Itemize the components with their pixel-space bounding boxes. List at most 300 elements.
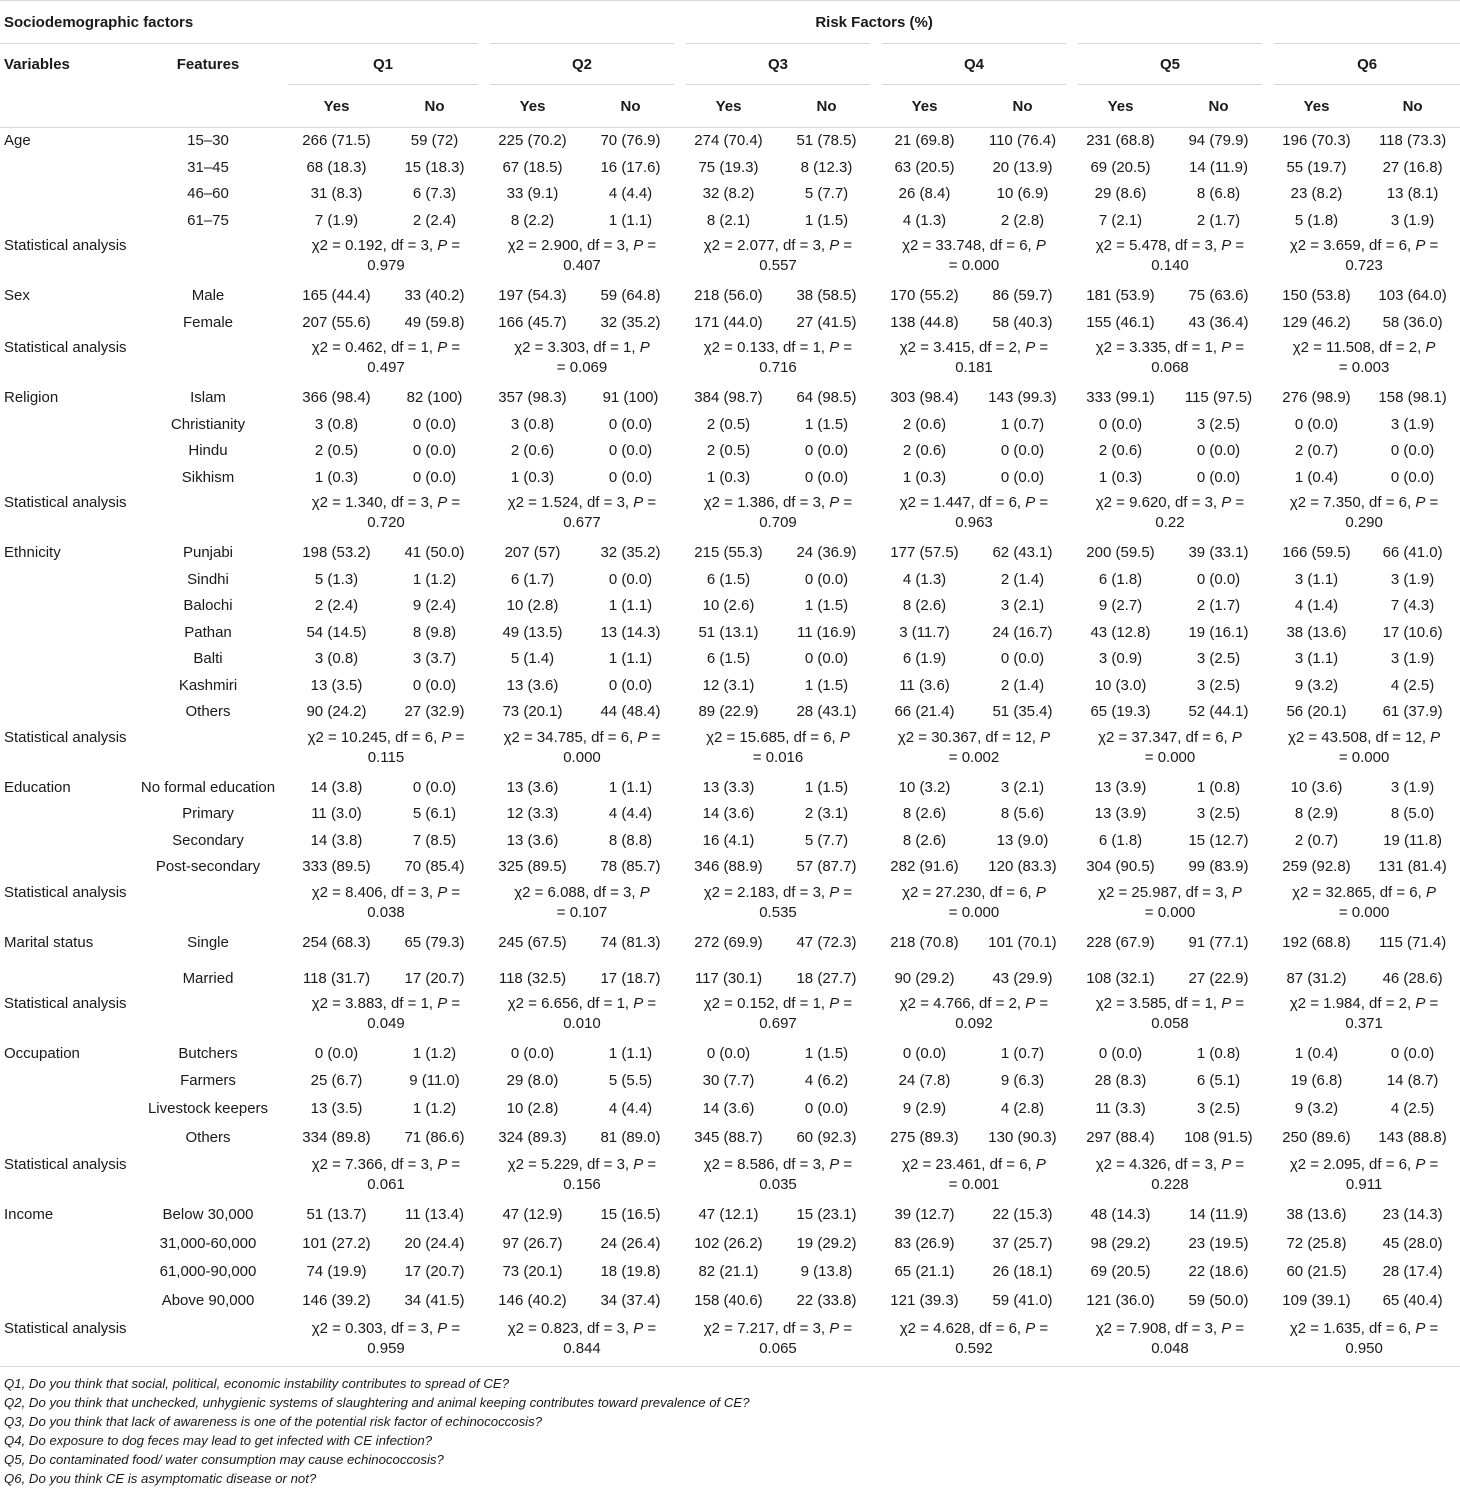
value-cell: 29 (8.0) (506, 1071, 559, 1089)
header-yes-q4: Yes (876, 85, 973, 128)
value-cell: 0 (0.0) (1390, 468, 1435, 486)
value-cell: 282 (91.6) (890, 858, 959, 875)
table-row (0, 181, 1460, 208)
table-row (0, 775, 1460, 802)
value-cell: 27 (32.9) (404, 703, 465, 720)
value-cell: 70 (85.4) (404, 858, 465, 875)
value-cell: 254 (68.3) (302, 933, 371, 951)
variable-cell (0, 465, 128, 492)
statistic-line-1: χ2 = 10.245, df = 6, P = (307, 728, 465, 746)
value-cell: 0 (0.0) (804, 442, 849, 459)
value-cell: 59 (72) (410, 132, 459, 149)
value-cell: 1 (1.2) (412, 1100, 457, 1118)
value-cell: 297 (88.4) (1086, 1128, 1155, 1146)
value-cell: 16 (17.6) (600, 158, 661, 176)
feature-cell: Secondary (172, 831, 244, 849)
value-cell: 59 (64.8) (600, 287, 661, 304)
header-sociodemographic-factors: Sociodemographic factors (0, 1, 288, 44)
value-cell: 1 (1.1) (608, 211, 653, 229)
value-cell: 17 (18.7) (600, 969, 661, 987)
value-cell: 3 (2.5) (1196, 415, 1241, 433)
value-cell: 18 (27.7) (796, 969, 857, 987)
header-question-6: Q6 (1268, 44, 1460, 85)
value-cell: 58 (36.0) (1382, 313, 1443, 331)
value-cell: 155 (46.1) (1086, 313, 1155, 331)
variable-cell (0, 801, 128, 828)
value-cell: 346 (88.9) (694, 858, 763, 875)
value-cell: 0 (0.0) (804, 468, 849, 486)
statistic-line-2: = 0.001 (948, 1176, 1000, 1194)
value-cell: 7 (2.1) (1098, 211, 1143, 229)
variable-cell (0, 155, 128, 182)
value-cell: 65 (79.3) (404, 933, 465, 951)
value-cell: 0 (0.0) (1098, 415, 1143, 433)
statistic-line-2: 0.844 (563, 1339, 601, 1357)
variable-cell: Ethnicity (4, 544, 61, 561)
statistic-line-2: = 0.000 (1144, 748, 1196, 766)
value-cell: 22 (18.6) (1188, 1263, 1249, 1281)
statistic-line-1: χ2 = 1.447, df = 6, P = (899, 494, 1049, 511)
statistic-cell (1072, 1317, 1268, 1367)
value-cell: 196 (70.3) (1282, 132, 1351, 149)
table-row (0, 801, 1460, 828)
value-cell: 3 (1.9) (1390, 778, 1435, 796)
statistic-cell (876, 726, 1072, 775)
statistic-cell (1072, 881, 1268, 930)
value-cell: 65 (40.4) (1382, 1292, 1443, 1310)
value-cell: 27 (41.5) (796, 313, 857, 331)
value-cell: 34 (37.4) (600, 1292, 661, 1310)
value-cell: 1 (0.4) (1294, 468, 1339, 486)
value-cell: 20 (24.4) (404, 1234, 465, 1252)
value-cell: 4 (2.5) (1390, 676, 1435, 694)
value-cell: 130 (90.3) (988, 1128, 1057, 1146)
value-cell: 24 (36.9) (796, 544, 857, 561)
statistical-analysis-label: Statistical analysis (4, 237, 127, 254)
footnote: Q3, Do you think that lack of awareness is one of the potential risk factor of echinococcosis? (4, 1413, 543, 1429)
value-cell: 12 (3.1) (702, 676, 755, 694)
value-cell: 4 (1.4) (1294, 597, 1339, 614)
statistic-cell (876, 336, 1072, 385)
feature-cell: Balti (193, 650, 223, 667)
value-cell: 0 (0.0) (1098, 1045, 1143, 1062)
value-cell: 158 (98.1) (1378, 389, 1447, 406)
value-cell: 14 (11.9) (1189, 1206, 1248, 1224)
value-cell: 200 (59.5) (1086, 544, 1155, 561)
value-cell: 4 (1.3) (902, 211, 947, 229)
table-row (0, 966, 1460, 993)
statistic-line-2: = 0.069 (556, 359, 608, 376)
value-cell: 59 (41.0) (992, 1292, 1053, 1310)
value-cell: 1 (0.3) (1098, 468, 1143, 486)
value-cell: 14 (11.9) (1189, 158, 1248, 176)
value-cell: 75 (19.3) (698, 158, 759, 176)
statistic-line-1: χ2 = 3.335, df = 1, P = (1095, 339, 1245, 356)
value-cell: 3 (2.5) (1196, 1100, 1241, 1118)
value-cell: 4 (2.8) (1000, 1100, 1045, 1118)
statistic-line-1: χ2 = 34.785, df = 6, P = (503, 728, 661, 746)
value-cell: 68 (18.3) (306, 158, 367, 176)
statistic-cell (1268, 992, 1460, 1041)
feature-cell: Primary (182, 805, 234, 822)
statistic-line-2: 0.010 (563, 1015, 601, 1032)
value-cell: 11 (3.3) (1095, 1100, 1146, 1118)
feature-cell: 61,000-90,000 (159, 1263, 257, 1281)
value-cell: 1 (0.7) (1000, 415, 1045, 433)
value-cell: 34 (41.5) (404, 1292, 465, 1310)
value-cell: 8 (6.8) (1196, 185, 1241, 202)
value-cell: 26 (18.1) (992, 1263, 1053, 1281)
statistic-cell (288, 992, 484, 1041)
statistic-line-2: 0.677 (563, 514, 601, 531)
value-cell: 5 (7.7) (804, 831, 849, 849)
value-cell: 47 (12.1) (698, 1206, 759, 1224)
statistic-line-2: 0.407 (563, 257, 601, 274)
value-cell: 1 (1.1) (608, 1045, 653, 1062)
value-cell: 2 (0.6) (902, 415, 947, 433)
value-cell: 2 (0.5) (706, 442, 751, 459)
feature-cell: Punjabi (182, 544, 234, 561)
statistic-line-1: χ2 = 1.984, df = 2, P = (1289, 995, 1439, 1012)
value-cell: 207 (57) (504, 544, 561, 561)
statistic-cell (484, 234, 680, 283)
value-cell: 146 (40.2) (498, 1292, 567, 1310)
value-cell: 13 (14.3) (600, 623, 661, 641)
value-cell: 333 (99.1) (1086, 389, 1155, 406)
value-cell: 83 (26.9) (894, 1234, 955, 1252)
feature-cell: 61–75 (187, 211, 229, 229)
header-question-5: Q5 (1072, 44, 1268, 85)
value-cell: 67 (18.5) (502, 158, 563, 176)
statistic-line-2: = 0.000 (1338, 748, 1390, 766)
value-cell: 0 (0.0) (1000, 650, 1045, 667)
value-cell: 24 (16.7) (992, 623, 1053, 641)
statistic-line-1: χ2 = 30.367, df = 12, P (897, 728, 1051, 746)
statistical-analysis-row (0, 726, 1460, 775)
statistic-line-1: χ2 = 5.478, df = 3, P = (1095, 237, 1245, 254)
value-cell: 118 (32.5) (498, 969, 567, 987)
variable-cell: Occupation (4, 1045, 80, 1062)
statistic-cell (288, 881, 484, 930)
value-cell: 108 (91.5) (1184, 1128, 1253, 1146)
variable-cell (0, 1096, 128, 1125)
value-cell: 2 (0.7) (1294, 442, 1339, 459)
value-cell: 90 (29.2) (894, 969, 955, 987)
feature-cell: Single (187, 933, 229, 951)
value-cell: 13 (3.6) (506, 831, 559, 849)
footnote: Q4, Do exposure to dog feces may lead to get infected with CE infection? (4, 1432, 433, 1448)
variable-cell: Income (4, 1206, 54, 1224)
value-cell: 15 (12.7) (1188, 831, 1249, 849)
value-cell: 43 (29.9) (992, 969, 1053, 987)
value-cell: 0 (0.0) (608, 415, 653, 433)
value-cell: 15 (18.3) (404, 158, 465, 176)
value-cell: 43 (36.4) (1188, 313, 1249, 331)
statistic-line-1: χ2 = 43.508, df = 12, P (1288, 728, 1441, 746)
value-cell: 90 (24.2) (306, 703, 367, 720)
table-row (0, 699, 1460, 726)
statistic-line-2: 0.115 (367, 748, 405, 766)
value-cell: 9 (3.2) (1294, 676, 1339, 694)
value-cell: 18 (19.8) (600, 1263, 661, 1281)
value-cell: 29 (8.6) (1094, 185, 1147, 202)
statistic-cell (1072, 491, 1268, 540)
table-row (0, 1041, 1460, 1068)
statistic-line-2: 0.048 (1151, 1339, 1189, 1357)
statistic-cell (1072, 234, 1268, 283)
value-cell: 14 (8.7) (1386, 1071, 1439, 1089)
variable-cell (0, 438, 128, 465)
feature-cell: Others (185, 703, 231, 720)
value-cell: 0 (0.0) (412, 442, 457, 459)
table-row (0, 567, 1460, 594)
value-cell: 16 (4.1) (702, 831, 755, 849)
value-cell: 9 (11.0) (409, 1071, 460, 1089)
statistic-line-1: χ2 = 2.183, df = 3, P = (703, 883, 853, 901)
value-cell: 17 (20.7) (404, 1263, 465, 1281)
value-cell: 56 (20.1) (1286, 703, 1347, 720)
table-row (0, 1202, 1460, 1231)
variable-cell: Religion (4, 389, 59, 406)
statistic-cell (484, 1317, 680, 1367)
value-cell: 10 (3.0) (1094, 676, 1147, 694)
statistic-line-2: 0.000 (563, 748, 601, 766)
statistic-cell (484, 1153, 680, 1202)
feature-cell: Farmers (180, 1071, 236, 1089)
variable-cell (0, 1259, 128, 1288)
value-cell: 63 (20.5) (894, 158, 955, 176)
value-cell: 30 (7.7) (702, 1071, 755, 1089)
feature-cell: Livestock keepers (147, 1100, 269, 1118)
value-cell: 44 (48.4) (600, 703, 661, 720)
feature-cell: Sindhi (187, 570, 229, 588)
statistic-line-2: = 0.003 (1338, 359, 1390, 376)
statistic-line-1: χ2 = 15.685, df = 6, P (706, 728, 850, 746)
value-cell: 3 (1.9) (1390, 650, 1435, 667)
value-cell: 5 (6.1) (412, 805, 457, 822)
value-cell: 1 (0.3) (902, 468, 947, 486)
value-cell: 158 (40.6) (694, 1292, 763, 1310)
value-cell: 9 (13.8) (800, 1263, 853, 1281)
statistical-analysis-row (0, 336, 1460, 385)
value-cell: 33 (40.2) (404, 287, 465, 304)
value-cell: 9 (3.2) (1294, 1100, 1339, 1118)
value-cell: 8 (2.1) (706, 211, 751, 229)
value-cell: 3 (0.8) (510, 415, 555, 433)
value-cell: 334 (89.8) (302, 1128, 371, 1146)
value-cell: 27 (22.9) (1188, 969, 1249, 987)
value-cell: 11 (3.0) (311, 805, 362, 822)
statistic-line-2: 0.290 (1345, 514, 1383, 531)
statistic-cell (680, 1317, 876, 1367)
value-cell: 2 (1.4) (1000, 570, 1045, 588)
statistic-line-2: 0.709 (759, 514, 797, 531)
statistic-cell (876, 992, 1072, 1041)
value-cell: 62 (43.1) (992, 544, 1053, 561)
value-cell: 71 (86.6) (404, 1128, 465, 1146)
value-cell: 0 (0.0) (412, 415, 457, 433)
value-cell: 1 (1.2) (412, 1045, 457, 1062)
statistic-line-1: χ2 = 7.217, df = 3, P = (703, 1319, 853, 1337)
value-cell: 13 (3.5) (310, 676, 363, 694)
statistic-line-2: 0.720 (367, 514, 405, 531)
value-cell: 69 (20.5) (1090, 158, 1151, 176)
statistic-line-2: 0.371 (1345, 1015, 1383, 1032)
feature-cell: Below 30,000 (162, 1206, 254, 1224)
value-cell: 13 (8.1) (1386, 185, 1439, 202)
value-cell: 58 (40.3) (992, 313, 1053, 331)
header-question-1: Q1 (288, 44, 484, 85)
value-cell: 5 (5.5) (608, 1071, 653, 1089)
value-cell: 51 (78.5) (796, 132, 857, 149)
value-cell: 143 (88.8) (1378, 1128, 1447, 1146)
value-cell: 2 (0.5) (706, 415, 751, 433)
value-cell: 3 (2.1) (1000, 597, 1045, 614)
value-cell: 266 (71.5) (302, 132, 371, 149)
value-cell: 14 (3.6) (702, 805, 755, 822)
value-cell: 66 (21.4) (894, 703, 955, 720)
value-cell: 276 (98.9) (1282, 389, 1351, 406)
value-cell: 8 (2.6) (902, 805, 947, 822)
table-row (0, 1096, 1460, 1125)
value-cell: 225 (70.2) (498, 132, 567, 149)
statistic-cell (1268, 1153, 1460, 1202)
table-row (0, 155, 1460, 182)
header-yes-q1: Yes (288, 85, 385, 128)
statistic-line-1: χ2 = 0.133, df = 1, P = (703, 339, 853, 356)
value-cell: 6 (5.1) (1196, 1071, 1241, 1089)
statistical-analysis-label: Statistical analysis (0, 1317, 288, 1367)
statistic-cell (680, 336, 876, 385)
value-cell: 39 (33.1) (1188, 544, 1249, 561)
value-cell: 65 (21.1) (894, 1263, 955, 1281)
header-yes-q2: Yes (484, 85, 581, 128)
value-cell: 0 (0.0) (1000, 468, 1045, 486)
value-cell: 0 (0.0) (804, 570, 849, 588)
value-cell: 31 (8.3) (310, 185, 363, 202)
value-cell: 19 (6.8) (1290, 1071, 1343, 1089)
value-cell: 75 (63.6) (1188, 287, 1249, 304)
value-cell: 38 (13.6) (1286, 623, 1347, 641)
header-no-q1: No (385, 85, 484, 128)
value-cell: 73 (20.1) (502, 703, 563, 720)
value-cell: 1 (0.8) (1196, 1045, 1241, 1062)
statistical-analysis-row (0, 491, 1460, 540)
value-cell: 14 (3.8) (310, 831, 363, 849)
value-cell: 143 (99.3) (988, 389, 1057, 406)
feature-cell: Sikhism (181, 468, 235, 486)
header-yes-q3: Yes (680, 85, 777, 128)
footnote: Q2, Do you think that unchecked, unhygienic systems of slaughtering and animal keeping contributes toward prevalence of CE? (4, 1394, 750, 1410)
value-cell: 61 (37.9) (1382, 703, 1443, 720)
value-cell: 4 (4.4) (608, 1100, 653, 1118)
statistical-analysis-label: Statistical analysis (4, 494, 127, 511)
statistic-cell (1072, 992, 1268, 1041)
value-cell: 86 (59.7) (992, 287, 1053, 304)
statistical-analysis-label: Statistical analysis (4, 995, 127, 1012)
value-cell: 171 (44.0) (694, 313, 763, 331)
value-cell: 9 (6.3) (1000, 1071, 1045, 1089)
statistic-cell (1268, 491, 1460, 540)
statistic-line-1: χ2 = 11.508, df = 2, P (1292, 339, 1436, 356)
value-cell: 19 (29.2) (796, 1234, 857, 1252)
feature-cell: Male (191, 287, 225, 304)
statistic-line-2: 0.592 (955, 1339, 993, 1357)
feature-cell: 31,000-60,000 (159, 1234, 257, 1252)
table-row (0, 1231, 1460, 1260)
value-cell: 82 (21.1) (698, 1263, 759, 1281)
value-cell: 0 (0.0) (608, 442, 653, 459)
value-cell: 6 (1.9) (902, 650, 947, 667)
value-cell: 0 (0.0) (314, 1045, 359, 1062)
value-cell: 0 (0.0) (412, 468, 457, 486)
value-cell: 13 (3.9) (1094, 805, 1147, 822)
statistic-line-2: 0.497 (367, 359, 405, 376)
statistic-line-2: 0.979 (367, 257, 405, 274)
variable-cell (0, 699, 128, 726)
value-cell: 215 (55.3) (694, 544, 763, 561)
value-cell: 89 (22.9) (698, 703, 759, 720)
value-cell: 13 (3.3) (702, 778, 755, 796)
value-cell: 6 (1.8) (1098, 831, 1143, 849)
statistic-line-1: χ2 = 27.230, df = 6, P (902, 883, 1046, 901)
value-cell: 0 (0.0) (1000, 442, 1045, 459)
statistic-line-2: 0.061 (367, 1176, 405, 1194)
statistic-cell (1268, 1317, 1460, 1367)
value-cell: 131 (81.4) (1378, 858, 1447, 875)
statistic-line-2: = 0.000 (1338, 903, 1390, 921)
value-cell: 32 (8.2) (702, 185, 755, 202)
statistic-line-1: χ2 = 0.303, df = 3, P = (311, 1319, 461, 1337)
statistic-line-2: 0.697 (759, 1015, 797, 1032)
table-row (0, 283, 1460, 310)
statistic-cell (288, 491, 484, 540)
value-cell: 1 (1.5) (804, 597, 849, 614)
statistic-line-1: χ2 = 6.656, df = 1, P = (507, 995, 657, 1012)
value-cell: 0 (0.0) (608, 676, 653, 694)
value-cell: 2 (0.7) (1294, 831, 1339, 849)
value-cell: 9 (2.4) (412, 597, 457, 614)
value-cell: 0 (0.0) (1196, 468, 1241, 486)
variable-cell: Marital status (4, 933, 94, 951)
value-cell: 4 (4.4) (608, 185, 653, 202)
statistic-line-2: 0.911 (1345, 1176, 1383, 1194)
value-cell: 60 (21.5) (1286, 1263, 1347, 1281)
statistic-line-1: χ2 = 1.524, df = 3, P = (507, 494, 657, 511)
value-cell: 27 (16.8) (1382, 158, 1443, 176)
variable-cell (0, 828, 128, 855)
value-cell: 138 (44.8) (890, 313, 959, 331)
variable-cell (0, 181, 128, 208)
statistic-cell (876, 1153, 1072, 1202)
statistic-cell (484, 881, 680, 930)
value-cell: 39 (12.7) (894, 1206, 955, 1224)
variable-cell (0, 310, 128, 337)
value-cell: 13 (3.5) (310, 1100, 363, 1118)
statistic-line-1: χ2 = 8.406, df = 3, P = (311, 883, 461, 901)
value-cell: 43 (12.8) (1090, 623, 1151, 641)
value-cell: 0 (0.0) (412, 778, 457, 796)
feature-cell: Female (182, 313, 234, 331)
value-cell: 9 (2.7) (1098, 597, 1143, 614)
value-cell: 1 (0.3) (314, 468, 359, 486)
value-cell: 99 (83.9) (1188, 858, 1249, 875)
statistic-line-1: χ2 = 2.077, df = 3, P = (703, 237, 853, 254)
value-cell: 46 (28.6) (1382, 969, 1443, 987)
value-cell: 41 (50.0) (404, 544, 465, 561)
value-cell: 8 (12.3) (800, 158, 853, 176)
statistic-cell (680, 881, 876, 930)
